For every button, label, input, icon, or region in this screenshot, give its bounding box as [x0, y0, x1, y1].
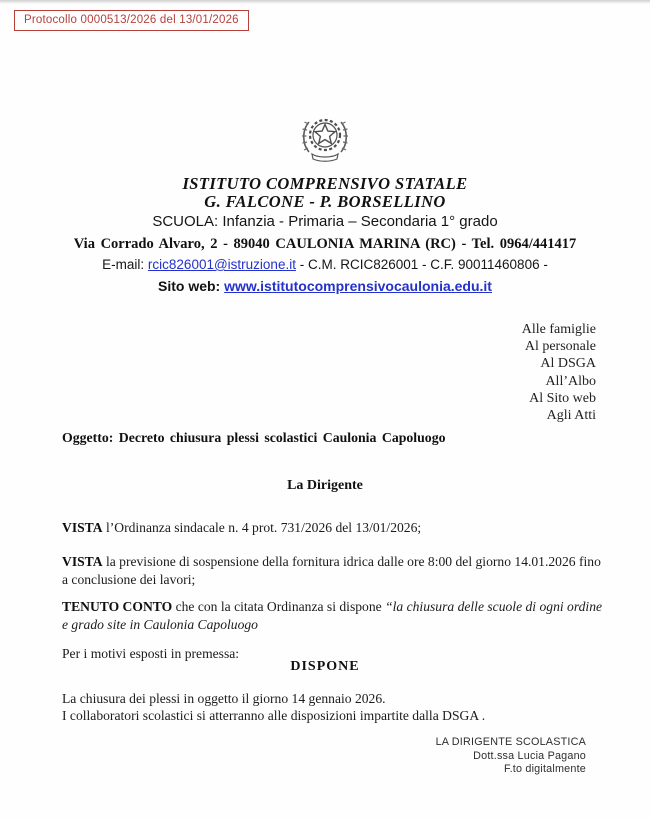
- paragraph-vista-2: [62, 553, 606, 588]
- paragraph-text: la previsione di sospensione della fornitura idrica dalle ore 8:00 del giorno 14.01.2026 fino a conclusione dei lavori;: [62, 554, 601, 587]
- paragraph-vista-1: [62, 519, 606, 537]
- email-line: [0, 255, 650, 274]
- paragraph-premessa: Per i motivi esposti in premessa:: [62, 646, 240, 661]
- website-line: [0, 276, 650, 296]
- recipient-item: All’Albo: [545, 373, 596, 389]
- recipient-item: Al personale: [524, 339, 596, 355]
- signature-name: Dott.ssa Lucia Pagano: [473, 749, 586, 762]
- quoted-text: “la chiusura delle scuole di ogni ordine e grado site in Caulonia Capoluogo: [62, 599, 603, 632]
- subject-line: Oggetto: Decreto chiusura plessi scolastici Caulonia Capoluogo: [62, 430, 446, 445]
- paragraph-text: l’Ordinanza sindacale n. 4 prot. 731/2026 del 13/01/2026;: [102, 520, 422, 535]
- protocol-stamp: [14, 10, 249, 31]
- signature-role: LA DIRIGENTE SCOLASTICA: [435, 736, 586, 748]
- scan-artifact-band: [0, 0, 650, 4]
- paragraph-text: che con la citata Ordinanza si dispone: [172, 599, 386, 614]
- recipient-item: Alle famiglie: [521, 322, 596, 337]
- codes-text: - C.M. RCIC826001 - C.F. 90011460806 -: [295, 257, 548, 272]
- lead-word: TENUTO CONTO: [62, 599, 173, 614]
- recipient-item: Agli Atti: [546, 408, 596, 424]
- letterhead: [0, 175, 650, 296]
- lead-word: VISTA: [62, 554, 103, 569]
- website-link[interactable]: www.istitutocomprensivocaulonia.edu.it: [224, 278, 492, 294]
- email-link[interactable]: rcic826001@istruzione.it: [147, 257, 296, 272]
- address-line: Via Corrado Alvaro, 2 - 89040 CAULONIA MARINA (RC) - Tel. 0964/441417: [73, 236, 577, 252]
- website-label: Sito web:: [158, 278, 225, 294]
- institute-name-line1: ISTITUTO COMPRENSIVO STATALE: [182, 174, 468, 193]
- recipients-list: [522, 321, 596, 424]
- signature-block: [436, 736, 586, 777]
- institute-name-line2: G. FALCONE - P. BORSELLINO: [204, 192, 446, 211]
- paragraph-collaboratori: I collaboratori scolastici si atterranno alle disposizioni impartite dalla DSGA .: [62, 708, 486, 723]
- paragraph-tenuto-conto: [62, 598, 606, 633]
- recipient-item: Al DSGA: [540, 356, 596, 372]
- signature-digital-note: F.to digitalmente: [503, 763, 586, 775]
- lead-word: VISTA: [62, 520, 103, 535]
- school-levels-line: SCUOLA: Infanzia - Primaria – Secondaria 1° grado: [152, 213, 498, 230]
- dispone-heading: DISPONE: [290, 659, 360, 674]
- italian-republic-emblem-icon: [296, 153, 354, 170]
- email-label: E-mail:: [102, 257, 148, 272]
- role-heading: La Dirigente: [287, 478, 363, 493]
- recipient-item: Al Sito web: [529, 390, 596, 406]
- paragraph-chiusura: La chiusura dei plessi in oggetto il giorno 14 gennaio 2026.: [62, 691, 386, 706]
- emblem-container: [0, 108, 650, 171]
- protocol-text: Protocollo 0000513/2026 del 13/01/2026: [24, 14, 239, 26]
